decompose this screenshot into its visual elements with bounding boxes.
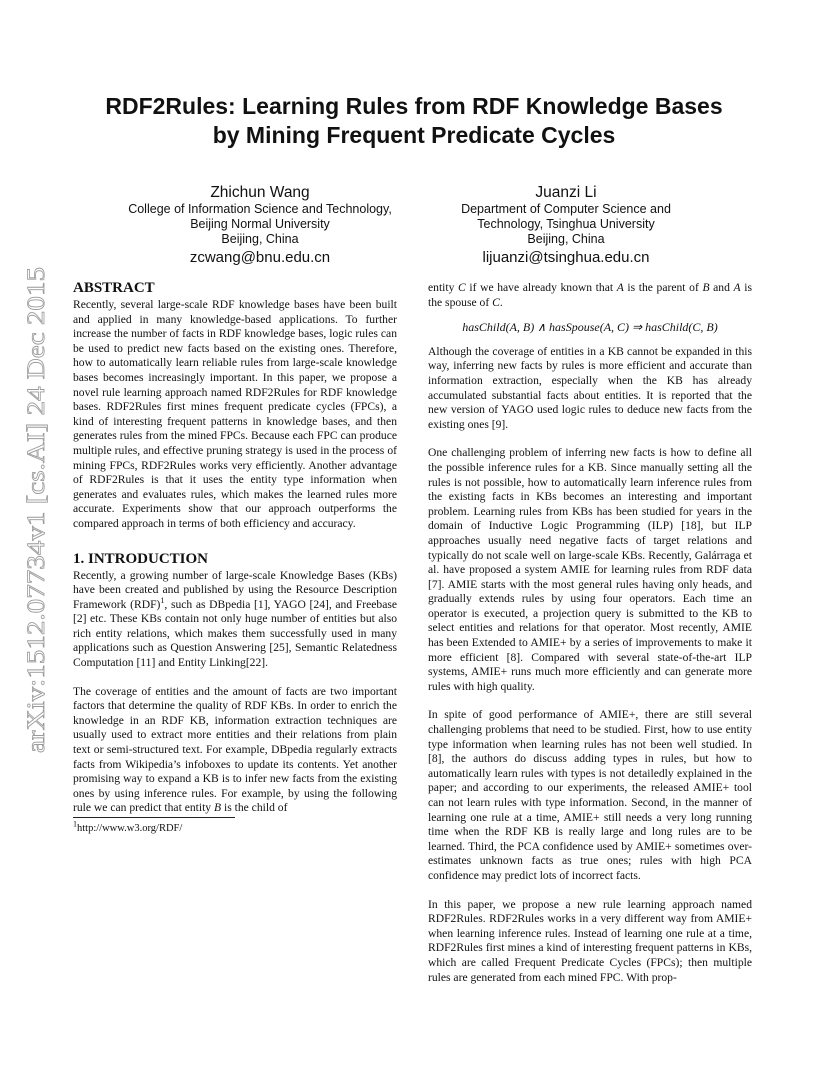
arxiv-identifier-text: arXiv:1512.07734v1 [cs.AI] 24 Dec 2015 xyxy=(23,335,50,753)
paper-title xyxy=(60,92,768,150)
author-affiliation: Technology, Tsinghua University xyxy=(477,217,655,231)
text-run: , such as DBpedia [1], YAGO [24], and Freebase [2] etc. These KBs contain not only huge number of entities but also rich entity relations, which makes them successfully used in many applications such as Question Answering [25], Semantic Relatedness Computation [11] and Entity Linking[22]. xyxy=(73,597,397,670)
author-affiliation: Beijing Normal University xyxy=(190,217,330,231)
text-run: The coverage of entities and the amount of facts are two important factors that determine the quality of RDF KBs. In order to enrich the knowledge in an RDF KB, information extraction techniques are usually used to extract more entities and their relations from plain text or semi-structured text. For example, DBpedia regularly extracts facts from Wikipedia’s infoboxes to update its contents. Yet another promising way to expand a KB is to infer new facts from the existing ones by using inference rules. For example, by using the following rule we can predict that entity xyxy=(73,684,397,815)
right-column xyxy=(428,281,752,985)
introduction-heading: 1. INTRODUCTION xyxy=(73,550,209,567)
text-run: entity xyxy=(428,281,459,294)
text-run: is the child of xyxy=(221,801,288,815)
math-variable: B xyxy=(702,281,710,294)
right-paragraph-3: One challenging problem of inferring new facts is how to define all the possible inference rules for a KB. Since manually setting all the rules is not possible, how to automatically learn inference rules from the existing facts in KBs becomes an interesting and important problem. Learning rules from KBs has been studied for years in the domain of Inductive Logic Programming (ILP) [18], but ILP approaches usually need negative facts of target relations and typically do not scale well on large-scale KBs. Recently, Galárraga et al. have proposed a system AMIE for learning rules from RDF data [7]. AMIE starts with the most general rules having only heads, and gradually extends rules by using four operators. Each time an operator is executed, a projection query is submitted to the KB to select entities and relations for that operator. Most recently, AMIE has been Extended to AMIE+ by a series of improvements to make it more efficient [8]. Compared with several state-of-the-art ILP systems, AMIE+ runs much more efficiently and can generate more rules with high quality. xyxy=(428,446,752,693)
right-paragraph-2: Although the coverage of entities in a KB cannot be expanded in this way, inferring new facts by rules is more efficient and accurate than information extraction, especially when the KB has already accumulated substantial facts about entities. It is reported that the new version of YAGO used logic rules to deduce new facts from the existing ones [9]. xyxy=(428,344,752,431)
text-run: is the parent of xyxy=(623,281,703,294)
math-variable: C xyxy=(492,295,500,309)
math-variable: A xyxy=(733,281,741,294)
author-email: lijuanzi@tsinghua.edu.cn xyxy=(482,249,650,266)
footnote-marker: 1 xyxy=(160,595,165,605)
intro-paragraph-1 xyxy=(73,569,397,671)
author-block-2 xyxy=(438,183,694,268)
intro-paragraph-2 xyxy=(73,685,397,816)
math-variable: C xyxy=(458,281,466,294)
rule-formula: hasChild(A, B) ∧ hasSpouse(A, C) ⇒ hasChild(C, B) xyxy=(462,320,718,335)
footnote-url: http://www.w3.org/RDF/ xyxy=(77,823,183,834)
author-affiliation: College of Information Science and Technology, xyxy=(128,202,392,216)
math-variable: B xyxy=(214,801,222,815)
text-run: . xyxy=(499,295,503,309)
right-paragraph-4: In spite of good performance of AMIE+, there are still several challenging problems that need to be studied. First, how to use entity type information when learning rules has not been well studied. In [8], the authors do discuss adding types in rules, but how to automatically learn rules with types is not detailedly explained in the paper; and according to our experiments, the released AMIE+ tool can not learn rules with type information. Second, in the manner of learning one rule at a time, AMIE+ still needs a very long running time when the RDF KB is really large and long rules are to be learned. Third, the PCA confidence used by AMIE+ sometimes over-estimates unknown facts as true ones; rules with high PCA confidence may predict lots of incorrect facts. xyxy=(428,708,752,882)
author-location: Beijing, China xyxy=(221,232,299,246)
author-email: zcwang@bnu.edu.cn xyxy=(189,249,331,266)
left-column xyxy=(73,279,397,816)
author-affiliation: Department of Computer Science and xyxy=(461,202,671,216)
title-line-2: by Mining Frequent Predicate Cycles xyxy=(212,122,616,148)
footnote-number: 1 xyxy=(73,819,77,829)
text-run: if we have already known that xyxy=(465,281,617,294)
author-name: Zhichun Wang xyxy=(210,184,310,201)
text-run: and xyxy=(709,281,734,294)
text-run: is the spouse of xyxy=(428,281,752,309)
footnote-divider xyxy=(73,817,235,818)
footnote xyxy=(73,819,183,834)
abstract-paragraph: Recently, several large-scale RDF knowledge bases have been built and applied in many knowledge-based applications. To further increase the number of facts in RDF knowledge bases, logic rules can be used to predict new facts based on the existing ones. Therefore, how to automatically learn reliable rules from large-scale knowledge bases becomes increasingly important. In this paper, we propose a novel rule learning approach named RDF2Rules for RDF knowledge bases. RDF2Rules first mines frequent predicate cycles (FPCs), a kind of interesting frequent patterns in knowledge bases, and then generates rules from the mined FPCs. Because each FPC can produce multiple rules, and effective pruning strategy is used in the process of mining FPCs, RDF2Rules works very efficiently. Another advantage of RDF2Rules is that it uses the entity type information when generates and evaluates rules, which makes the learned rules more accurate. Experiments show that our approach outperforms the compared approach in terms of both efficiency and accuracy. xyxy=(73,298,397,530)
abstract-heading: ABSTRACT xyxy=(73,280,155,296)
math-variable: A xyxy=(616,281,624,294)
title-line-1: RDF2Rules: Learning Rules from RDF Knowledge Bases xyxy=(105,93,723,119)
author-location: Beijing, China xyxy=(527,232,605,246)
right-paragraph-5: In this paper, we propose a new rule learning approach named RDF2Rules. RDF2Rules works in a very different way from AMIE+ when learning inference rules. Instead of learning one rule at a time, RDF2Rules first mines a kind of interesting frequent patterns in KBs, which are called Frequent Predicate Cycles (FPCs); then multiple rules are generated from each mined FPC. With prop- xyxy=(428,897,752,984)
author-block-1 xyxy=(110,183,410,268)
author-name: Juanzi Li xyxy=(535,184,597,201)
right-paragraph-1 xyxy=(428,281,752,310)
arxiv-identifier-stamp xyxy=(18,265,54,755)
text-run: Recently, a growing number of large-scale Knowledge Bases (KBs) have been created and published by using the Resource Description Framework (RDF) xyxy=(73,568,397,611)
